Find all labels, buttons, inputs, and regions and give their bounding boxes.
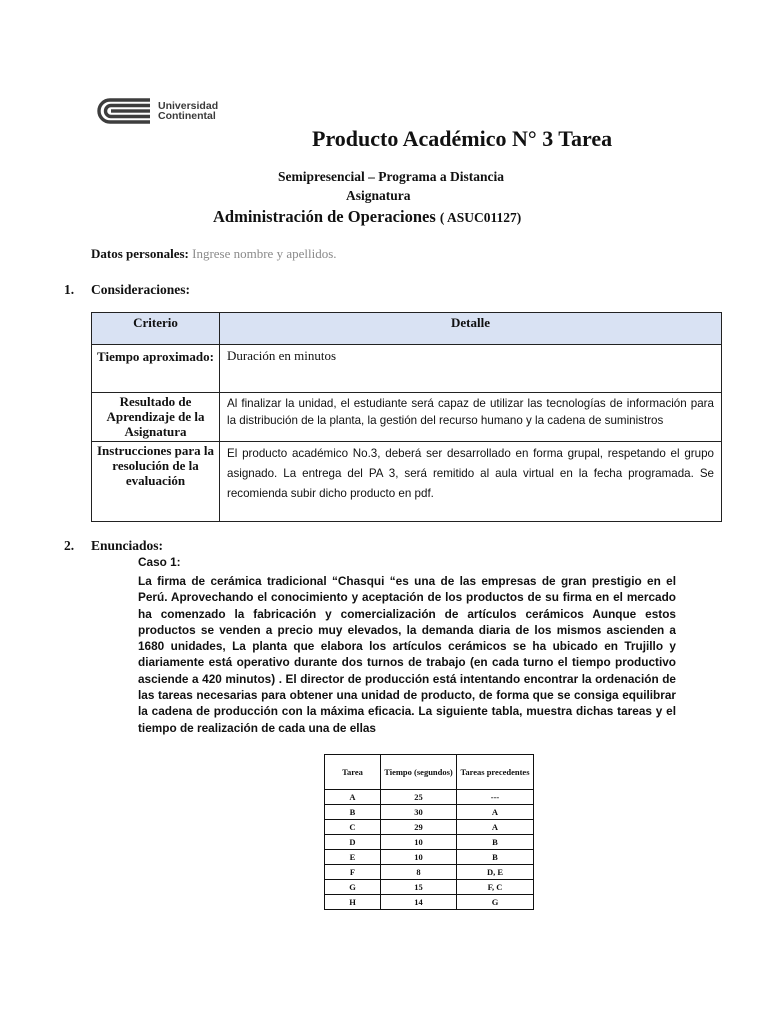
predecessors-header: Tareas precedentes <box>457 755 534 790</box>
table-row <box>325 865 534 880</box>
time-cell: 25 <box>381 790 457 805</box>
time-cell: 30 <box>381 805 457 820</box>
section-2-number: 2. <box>64 538 75 553</box>
criterion-header: Criterio <box>92 313 220 345</box>
page-title: Producto Académico N° 3 Tarea <box>312 126 613 151</box>
time-cell: 10 <box>381 835 457 850</box>
university-logo-icon <box>96 98 152 124</box>
university-name <box>158 101 218 121</box>
predecessor-cell: --- <box>457 790 534 805</box>
task-cell: E <box>325 850 381 865</box>
predecessor-cell: G <box>457 895 534 910</box>
personal-data-label: Datos personales: <box>91 246 189 261</box>
table-row <box>325 790 534 805</box>
course-code: ( ASUC01127) <box>439 210 522 225</box>
predecessor-cell: A <box>457 805 534 820</box>
considerations-header-row <box>92 313 722 345</box>
detail-cell: Al finalizar la unidad, el estudiante será capaz de utilizar las tecnologías de información para la distribución de la planta, la gestión del recurso humano y la cadena de suministros <box>220 393 722 442</box>
predecessor-cell: A <box>457 820 534 835</box>
predecessor-cell: B <box>457 835 534 850</box>
table-row <box>325 805 534 820</box>
section-1-title: Consideraciones: <box>91 282 190 297</box>
course-name: Administración de Operaciones <box>213 207 436 226</box>
name-input-placeholder[interactable]: Ingrese nombre y apellidos. <box>192 246 337 261</box>
criterion-cell: Tiempo aproximado: <box>92 345 220 393</box>
time-cell: 8 <box>381 865 457 880</box>
criterion-cell: Instrucciones para la resolución de la evaluación <box>92 442 220 522</box>
university-logo <box>96 96 256 126</box>
table-row <box>325 835 534 850</box>
task-header: Tarea <box>325 755 381 790</box>
table-row <box>325 880 534 895</box>
table-row <box>325 895 534 910</box>
task-cell: H <box>325 895 381 910</box>
case-label: Caso 1: <box>138 555 181 569</box>
table-row <box>92 393 722 442</box>
task-cell: B <box>325 805 381 820</box>
table-row <box>92 442 722 522</box>
predecessor-cell: F, C <box>457 880 534 895</box>
time-cell: 29 <box>381 820 457 835</box>
tasks-header-row <box>325 755 534 790</box>
predecessor-cell: D, E <box>457 865 534 880</box>
detail-cell: Duración en minutos <box>220 345 722 393</box>
task-cell: G <box>325 880 381 895</box>
time-header: Tiempo (segundos) <box>381 755 457 790</box>
task-cell: A <box>325 790 381 805</box>
task-cell: C <box>325 820 381 835</box>
time-cell: 15 <box>381 880 457 895</box>
task-cell: D <box>325 835 381 850</box>
personal-data <box>91 246 337 262</box>
time-cell: 10 <box>381 850 457 865</box>
table-row <box>325 820 534 835</box>
university-name-line1: Universidad <box>158 100 219 112</box>
criterion-cell: Resultado de Aprendizaje de la Asignatura <box>92 393 220 442</box>
table-row <box>92 345 722 393</box>
university-name-line2: Continental <box>158 110 216 122</box>
detail-cell: El producto académico No.3, deberá ser desarrollado en forma grupal, respetando el grupo asignado. La entrega del PA 3, será remitido al aula virtual en la fecha programada. Se recomienda subir dicho producto en pdf. <box>220 442 722 522</box>
considerations-table <box>91 312 722 522</box>
section-2-title: Enunciados: <box>91 538 164 553</box>
section-1-number: 1. <box>64 282 75 297</box>
task-cell: F <box>325 865 381 880</box>
subject-label: Asignatura <box>346 188 411 203</box>
predecessor-cell: B <box>457 850 534 865</box>
tasks-table <box>324 754 534 910</box>
detail-header: Detalle <box>220 313 722 345</box>
time-cell: 14 <box>381 895 457 910</box>
case-text: La firma de cerámica tradicional “Chasqui “es una de las empresas de gran prestigio en el Perú. Aprovechando el conocimiento y aceptación de los productos de su firma en el mercado ha comenzado la fabricación y comercialización de artículos cerámicos Aunque estos productos se venden a precio muy elevados, la demanda diaria de los mismos ascienden a 1680 unidades, La planta que elabora los artículos cerámicos se ha ubicado en Trujillo y diariamente está operativo durante dos turnos de trabajo (en cada turno el tiempo productivo asciende a 420 minutos) . El director de producción está intentando encontrar la ordenación de las tareas necesarias para obtener una unidad de producto, de forma que se consiga equilibrar la cadena de producción con la máxima eficacia. La siguiente tabla, muestra dichas tareas y el tiempo de realización de cada una de ellas <box>138 574 676 735</box>
modality-subtitle: Semipresencial – Programa a Distancia <box>278 169 504 184</box>
table-row <box>325 850 534 865</box>
course-title <box>213 207 521 227</box>
